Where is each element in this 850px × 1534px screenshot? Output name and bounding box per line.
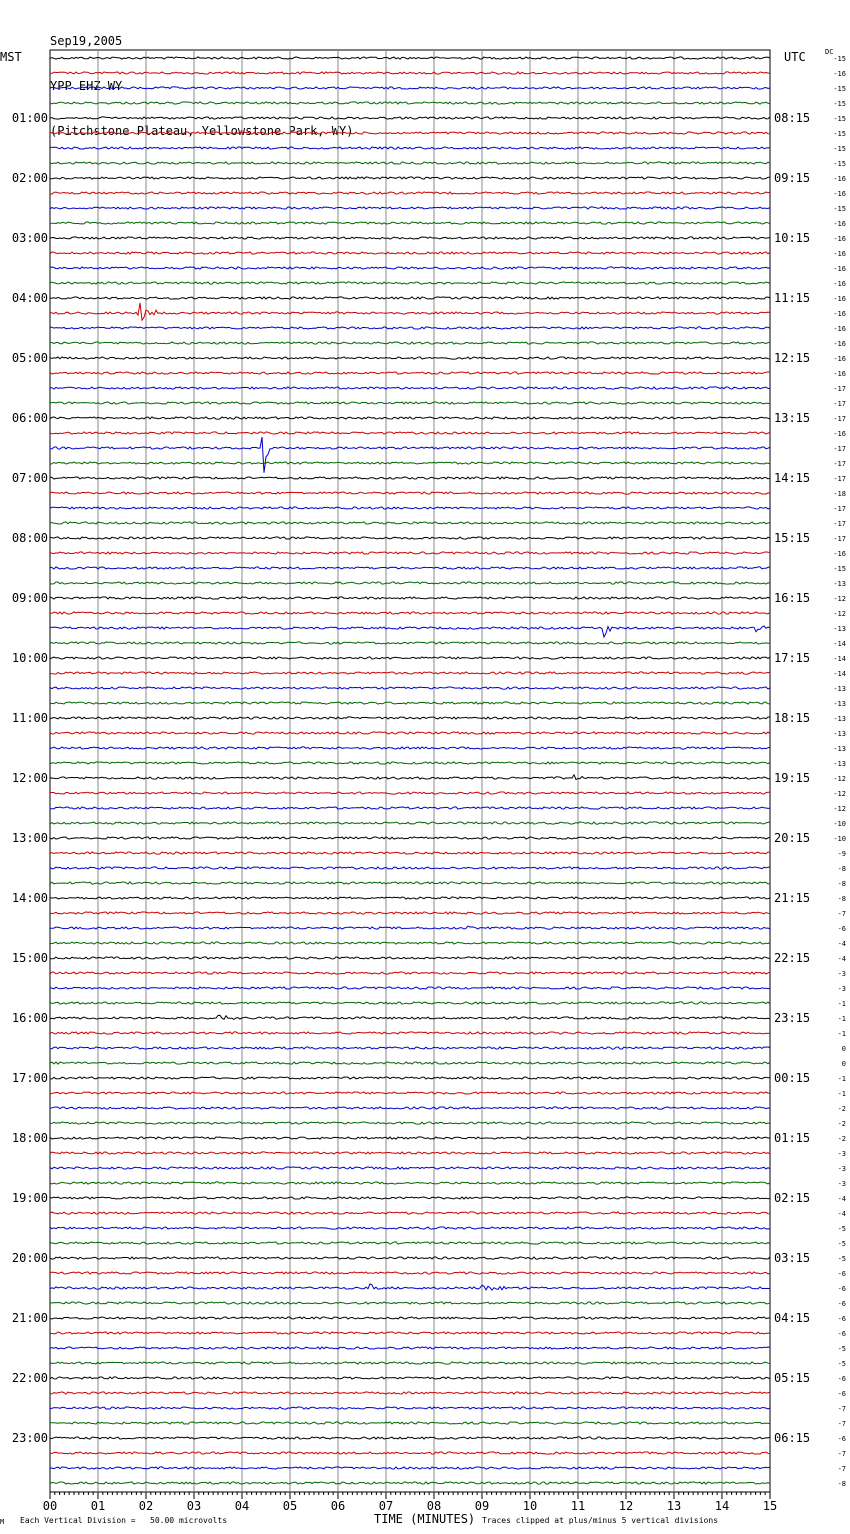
trace-row bbox=[50, 747, 770, 749]
dc-offset-label: -8 bbox=[837, 865, 846, 873]
trace-row bbox=[50, 522, 770, 524]
x-tick-label: 03 bbox=[186, 1499, 202, 1513]
trace-row bbox=[50, 672, 770, 674]
hour-label-mst: 06:00 bbox=[11, 411, 48, 425]
dc-offset-label: -16 bbox=[833, 370, 846, 378]
x-axis-title: TIME (MINUTES) bbox=[374, 1512, 476, 1526]
hour-label-utc: 12:15 bbox=[774, 351, 811, 365]
x-tick-label: 07 bbox=[378, 1499, 394, 1513]
trace-row bbox=[50, 237, 770, 239]
hour-label-mst: 22:00 bbox=[11, 1371, 48, 1385]
left-axis-title: MST bbox=[0, 50, 22, 64]
station-label: YPP EHZ WY bbox=[50, 79, 123, 93]
dc-offset-label: -15 bbox=[833, 85, 846, 93]
dc-offset-label: -18 bbox=[833, 490, 846, 498]
location-label: (Pitchstone Plateau, Yellowstone Park, WY) bbox=[50, 124, 354, 138]
trace-row bbox=[50, 882, 770, 884]
date-label: Sep19,2005 bbox=[50, 34, 123, 48]
x-tick-label: 13 bbox=[666, 1499, 682, 1513]
hour-label-mst: 10:00 bbox=[11, 651, 48, 665]
trace-row bbox=[50, 1257, 770, 1259]
trace-row bbox=[50, 372, 770, 374]
hour-label-mst: 09:00 bbox=[11, 591, 48, 605]
trace-row bbox=[50, 342, 770, 344]
dc-offset-label: 0 bbox=[841, 1060, 846, 1068]
trace-row bbox=[50, 1062, 770, 1064]
hour-label-mst: 07:00 bbox=[11, 471, 48, 485]
hour-label-utc: 15:15 bbox=[774, 531, 811, 545]
trace-row bbox=[50, 762, 770, 764]
hour-label-utc: 22:15 bbox=[774, 951, 811, 965]
hour-label-utc: 01:15 bbox=[774, 1131, 811, 1145]
hour-label-mst: 18:00 bbox=[11, 1131, 48, 1145]
dc-offset-label: -17 bbox=[833, 505, 846, 513]
dc-offset-label: -15 bbox=[833, 55, 846, 63]
dc-label: DC bbox=[825, 48, 834, 56]
hour-label-utc: 20:15 bbox=[774, 831, 811, 845]
hour-label-utc: 00:15 bbox=[774, 1071, 811, 1085]
dc-offset-label: -13 bbox=[833, 700, 846, 708]
hour-label-mst: 14:00 bbox=[11, 891, 48, 905]
dc-offset-label: -1 bbox=[837, 1030, 846, 1038]
trace-row bbox=[50, 1437, 770, 1439]
dc-offset-label: -1 bbox=[837, 1075, 846, 1083]
hour-label-mst: 03:00 bbox=[11, 231, 48, 245]
dc-offset-label: -17 bbox=[833, 400, 846, 408]
dc-offset-label: -5 bbox=[837, 1345, 846, 1353]
dc-offset-label: -16 bbox=[833, 190, 846, 198]
trace-row bbox=[50, 162, 770, 164]
hour-label-utc: 17:15 bbox=[774, 651, 811, 665]
trace-row bbox=[50, 657, 770, 659]
trace-row bbox=[50, 1212, 770, 1214]
trace-row bbox=[50, 702, 770, 704]
trace-row bbox=[50, 837, 770, 839]
trace-row bbox=[50, 717, 770, 719]
trace-row bbox=[50, 822, 770, 824]
trace-row bbox=[50, 252, 770, 254]
dc-offset-label: -3 bbox=[837, 970, 846, 978]
trace-row bbox=[50, 87, 770, 89]
trace-row bbox=[50, 177, 770, 179]
trace-row bbox=[50, 1047, 770, 1049]
trace-row bbox=[50, 432, 770, 434]
trace-row bbox=[50, 267, 770, 269]
hour-label-utc: 02:15 bbox=[774, 1191, 811, 1205]
dc-offset-label: -2 bbox=[837, 1120, 846, 1128]
dc-offset-label: -16 bbox=[833, 430, 846, 438]
x-axis bbox=[43, 1492, 777, 1513]
dc-offset-label: -6 bbox=[837, 925, 846, 933]
plot-frame bbox=[50, 50, 770, 1492]
dc-offset-label: -15 bbox=[833, 115, 846, 123]
dc-offset-label: -6 bbox=[837, 1390, 846, 1398]
trace-row bbox=[50, 1407, 770, 1409]
dc-offset-label: 0 bbox=[841, 1045, 846, 1053]
hour-label-utc: 23:15 bbox=[774, 1011, 811, 1025]
trace-row bbox=[50, 972, 770, 974]
trace-row bbox=[50, 117, 770, 119]
dc-offset-label: -16 bbox=[833, 310, 846, 318]
trace-row bbox=[50, 867, 770, 869]
traces bbox=[50, 57, 770, 1484]
dc-offset-label: -13 bbox=[833, 745, 846, 753]
dc-offset-label: -13 bbox=[833, 580, 846, 588]
hour-label-mst: 11:00 bbox=[11, 711, 48, 725]
clip-note: Traces clipped at plus/minus 5 vertical divisions bbox=[482, 1516, 719, 1525]
trace-row bbox=[50, 1422, 770, 1424]
right-axis-title: UTC bbox=[784, 50, 806, 64]
dc-offset-label: -3 bbox=[837, 1165, 846, 1173]
dc-offset-label: -16 bbox=[833, 325, 846, 333]
hour-label-mst: 08:00 bbox=[11, 531, 48, 545]
trace-row bbox=[50, 1015, 770, 1019]
trace-row bbox=[50, 1377, 770, 1379]
trace-row bbox=[50, 1077, 770, 1079]
hour-label-mst: 17:00 bbox=[11, 1071, 48, 1085]
dc-offset-label: -13 bbox=[833, 715, 846, 723]
hour-label-utc: 04:15 bbox=[774, 1311, 811, 1325]
dc-offset-label: -7 bbox=[837, 1420, 846, 1428]
hour-label-mst: 19:00 bbox=[11, 1191, 48, 1205]
hour-label-utc: 14:15 bbox=[774, 471, 811, 485]
trace-row bbox=[50, 327, 770, 329]
trace-row bbox=[50, 1182, 770, 1184]
dc-offset-label: -6 bbox=[837, 1330, 846, 1338]
dc-offset-label: -7 bbox=[837, 910, 846, 918]
dc-offset-label: -16 bbox=[833, 70, 846, 78]
trace-row bbox=[50, 957, 770, 959]
grid bbox=[50, 50, 770, 1492]
trace-row bbox=[50, 132, 770, 134]
trace-row bbox=[50, 597, 770, 599]
trace-row bbox=[50, 1302, 770, 1304]
hour-label-mst: 21:00 bbox=[11, 1311, 48, 1325]
trace-row bbox=[50, 297, 770, 299]
trace-row bbox=[50, 1227, 770, 1229]
hour-label-mst: 13:00 bbox=[11, 831, 48, 845]
trace-row bbox=[50, 492, 770, 494]
dc-offset-label: -15 bbox=[833, 205, 846, 213]
trace-row bbox=[50, 1362, 770, 1364]
trace-row bbox=[50, 387, 770, 389]
dc-offset-label: -7 bbox=[837, 1465, 846, 1473]
dc-offset-label: -3 bbox=[837, 1180, 846, 1188]
trace-row bbox=[50, 942, 770, 944]
dc-offset-label: -2 bbox=[837, 1135, 846, 1143]
dc-offset-label: -6 bbox=[837, 1300, 846, 1308]
trace-row bbox=[50, 1107, 770, 1109]
hour-label-utc: 08:15 bbox=[774, 111, 811, 125]
dc-offset-label: -1 bbox=[837, 1015, 846, 1023]
dc-offset-label: -1 bbox=[837, 1000, 846, 1008]
hour-label-utc: 06:15 bbox=[774, 1431, 811, 1445]
dc-offset-label: -10 bbox=[833, 820, 846, 828]
dc-offset-label: -10 bbox=[833, 835, 846, 843]
trace-row bbox=[50, 1284, 770, 1290]
trace-row bbox=[50, 612, 770, 614]
dc-offset-label: -17 bbox=[833, 415, 846, 423]
dc-offset-label: -6 bbox=[837, 1375, 846, 1383]
hour-label-utc: 18:15 bbox=[774, 711, 811, 725]
dc-offset-label: -12 bbox=[833, 775, 846, 783]
hour-label-utc: 09:15 bbox=[774, 171, 811, 185]
trace-row bbox=[50, 1272, 770, 1274]
trace-row bbox=[50, 1137, 770, 1139]
hour-label-utc: 03:15 bbox=[774, 1251, 811, 1265]
dc-offset-label: -9 bbox=[837, 850, 846, 858]
dc-offset-label: -16 bbox=[833, 280, 846, 288]
hour-label-utc: 11:15 bbox=[774, 291, 811, 305]
dc-offset-label: -16 bbox=[833, 220, 846, 228]
trace-row bbox=[50, 1167, 770, 1169]
hour-label-mst: 04:00 bbox=[11, 291, 48, 305]
trace-row bbox=[50, 222, 770, 224]
trace-row bbox=[50, 1467, 770, 1469]
trace-row bbox=[50, 477, 770, 479]
trace-row bbox=[50, 462, 770, 464]
dc-offset-label: -6 bbox=[837, 1435, 846, 1443]
dc-offset-label: -4 bbox=[837, 955, 846, 963]
trace-row bbox=[50, 732, 770, 734]
dc-offset-label: -17 bbox=[833, 535, 846, 543]
trace-row bbox=[50, 792, 770, 794]
x-tick-label: 12 bbox=[618, 1499, 634, 1513]
dc-offset-label: -16 bbox=[833, 175, 846, 183]
hour-label-utc: 21:15 bbox=[774, 891, 811, 905]
hour-label-mst: 12:00 bbox=[11, 771, 48, 785]
x-tick-label: 14 bbox=[714, 1499, 730, 1513]
hour-label-utc: 19:15 bbox=[774, 771, 811, 785]
x-tick-label: 10 bbox=[522, 1499, 538, 1513]
trace-row bbox=[50, 402, 770, 404]
dc-offset-label: -4 bbox=[837, 940, 846, 948]
dc-offset-label: -2 bbox=[837, 1105, 846, 1113]
trace-row bbox=[50, 282, 770, 284]
trace-row bbox=[50, 1347, 770, 1349]
x-tick-label: 06 bbox=[330, 1499, 346, 1513]
trace-row bbox=[50, 807, 770, 809]
dc-offset-label: -17 bbox=[833, 475, 846, 483]
dc-offset-label: -16 bbox=[833, 250, 846, 258]
scale-note: Each Vertical Division = 50.00 microvolts bbox=[20, 1516, 228, 1525]
trace-row bbox=[50, 1092, 770, 1094]
trace-row bbox=[50, 1032, 770, 1034]
dc-offset-label: -12 bbox=[833, 610, 846, 618]
dc-offset-label: -1 bbox=[837, 1090, 846, 1098]
x-tick-label: 04 bbox=[234, 1499, 250, 1513]
trace-row bbox=[50, 1242, 770, 1244]
dc-offset-label: -16 bbox=[833, 265, 846, 273]
trace-row bbox=[50, 1152, 770, 1154]
dc-offset-label: -3 bbox=[837, 985, 846, 993]
dc-offset-label: -6 bbox=[837, 1270, 846, 1278]
dc-offset-label: -5 bbox=[837, 1360, 846, 1368]
dc-offset-label: -17 bbox=[833, 445, 846, 453]
dc-offset-label: -8 bbox=[837, 1480, 846, 1488]
x-tick-label: 11 bbox=[570, 1499, 586, 1513]
x-tick-label: 00 bbox=[42, 1499, 58, 1513]
trace-row bbox=[50, 582, 770, 584]
x-tick-label: 05 bbox=[282, 1499, 298, 1513]
dc-offset-label: -7 bbox=[837, 1450, 846, 1458]
dc-offset-label: -15 bbox=[833, 160, 846, 168]
dc-offset-label: -17 bbox=[833, 520, 846, 528]
dc-offset-label: -14 bbox=[833, 655, 846, 663]
dc-offset-label: -12 bbox=[833, 595, 846, 603]
trace-row bbox=[50, 1332, 770, 1334]
dc-offset-label: -16 bbox=[833, 235, 846, 243]
trace-row bbox=[50, 912, 770, 914]
hour-label-mst: 20:00 bbox=[11, 1251, 48, 1265]
dc-offset-label: -15 bbox=[833, 100, 846, 108]
dc-offset-label: -5 bbox=[837, 1225, 846, 1233]
x-tick-label: 08 bbox=[426, 1499, 442, 1513]
trace-row bbox=[50, 192, 770, 194]
dc-offset-label: -17 bbox=[833, 460, 846, 468]
dc-offset-label: -16 bbox=[833, 355, 846, 363]
dc-offset-label: -3 bbox=[837, 1150, 846, 1158]
hour-label-mst: 23:00 bbox=[11, 1431, 48, 1445]
trace-row bbox=[50, 357, 770, 359]
hour-label-mst: 16:00 bbox=[11, 1011, 48, 1025]
dc-offset-label: -13 bbox=[833, 760, 846, 768]
trace-row bbox=[50, 507, 770, 509]
dc-offset-label: -15 bbox=[833, 130, 846, 138]
trace-row bbox=[50, 926, 770, 929]
trace-row bbox=[50, 1452, 770, 1454]
trace-row bbox=[50, 417, 770, 419]
x-tick-label: 01 bbox=[90, 1499, 106, 1513]
x-tick-label: 02 bbox=[138, 1499, 154, 1513]
trace-row bbox=[50, 437, 770, 473]
trace-row bbox=[50, 897, 770, 899]
hour-label-utc: 16:15 bbox=[774, 591, 811, 605]
trace-row bbox=[50, 147, 770, 149]
trace-row bbox=[50, 1122, 770, 1124]
dc-offset-label: -16 bbox=[833, 340, 846, 348]
trace-row bbox=[50, 72, 770, 74]
trace-row bbox=[50, 207, 770, 209]
hour-label-mst: 01:00 bbox=[11, 111, 48, 125]
trace-row bbox=[50, 102, 770, 104]
trace-row bbox=[50, 303, 770, 320]
dc-offset-label: -6 bbox=[837, 1285, 846, 1293]
hour-label-utc: 13:15 bbox=[774, 411, 811, 425]
trace-row bbox=[50, 687, 770, 689]
dc-offset-label: -8 bbox=[837, 895, 846, 903]
trace-row bbox=[50, 537, 770, 539]
dc-offset-label: -17 bbox=[833, 385, 846, 393]
trace-row bbox=[50, 1197, 770, 1199]
dc-offset-label: -4 bbox=[837, 1195, 846, 1203]
dc-offset-label: -13 bbox=[833, 625, 846, 633]
dc-offset-label: -5 bbox=[837, 1255, 846, 1263]
dc-offset-label: -7 bbox=[837, 1405, 846, 1413]
trace-row bbox=[50, 1392, 770, 1394]
hour-label-mst: 15:00 bbox=[11, 951, 48, 965]
trace-row bbox=[50, 1482, 770, 1484]
dc-offset-label: -13 bbox=[833, 730, 846, 738]
x-tick-label: 15 bbox=[762, 1499, 778, 1513]
dc-offset-label: -15 bbox=[833, 565, 846, 573]
trace-row bbox=[50, 642, 770, 644]
trace-row bbox=[50, 852, 770, 854]
dc-offset-label: -13 bbox=[833, 685, 846, 693]
trace-row bbox=[50, 1317, 770, 1319]
trace-row bbox=[50, 57, 770, 59]
dc-offset-label: -14 bbox=[833, 670, 846, 678]
dc-offset-label: -16 bbox=[833, 550, 846, 558]
trace-row bbox=[50, 775, 770, 780]
trace-row bbox=[50, 1002, 770, 1004]
dc-offset-label: -12 bbox=[833, 790, 846, 798]
hour-label-mst: 02:00 bbox=[11, 171, 48, 185]
dc-offset-label: -15 bbox=[833, 145, 846, 153]
hour-label-mst: 05:00 bbox=[11, 351, 48, 365]
hour-label-utc: 10:15 bbox=[774, 231, 811, 245]
footer-corner-mark: M bbox=[0, 1518, 5, 1526]
dc-offset-label: -14 bbox=[833, 640, 846, 648]
x-tick-label: 09 bbox=[474, 1499, 490, 1513]
dc-offset-label: -12 bbox=[833, 805, 846, 813]
trace-row bbox=[50, 552, 770, 554]
trace-row bbox=[50, 567, 770, 569]
trace-row bbox=[50, 626, 770, 637]
dc-offset-label: -6 bbox=[837, 1315, 846, 1323]
dc-offset-label: -16 bbox=[833, 295, 846, 303]
trace-row bbox=[50, 987, 770, 989]
dc-offset-label: -5 bbox=[837, 1240, 846, 1248]
dc-offset-label: -8 bbox=[837, 880, 846, 888]
hour-label-utc: 05:15 bbox=[774, 1371, 811, 1385]
dc-offset-label: -4 bbox=[837, 1210, 846, 1218]
